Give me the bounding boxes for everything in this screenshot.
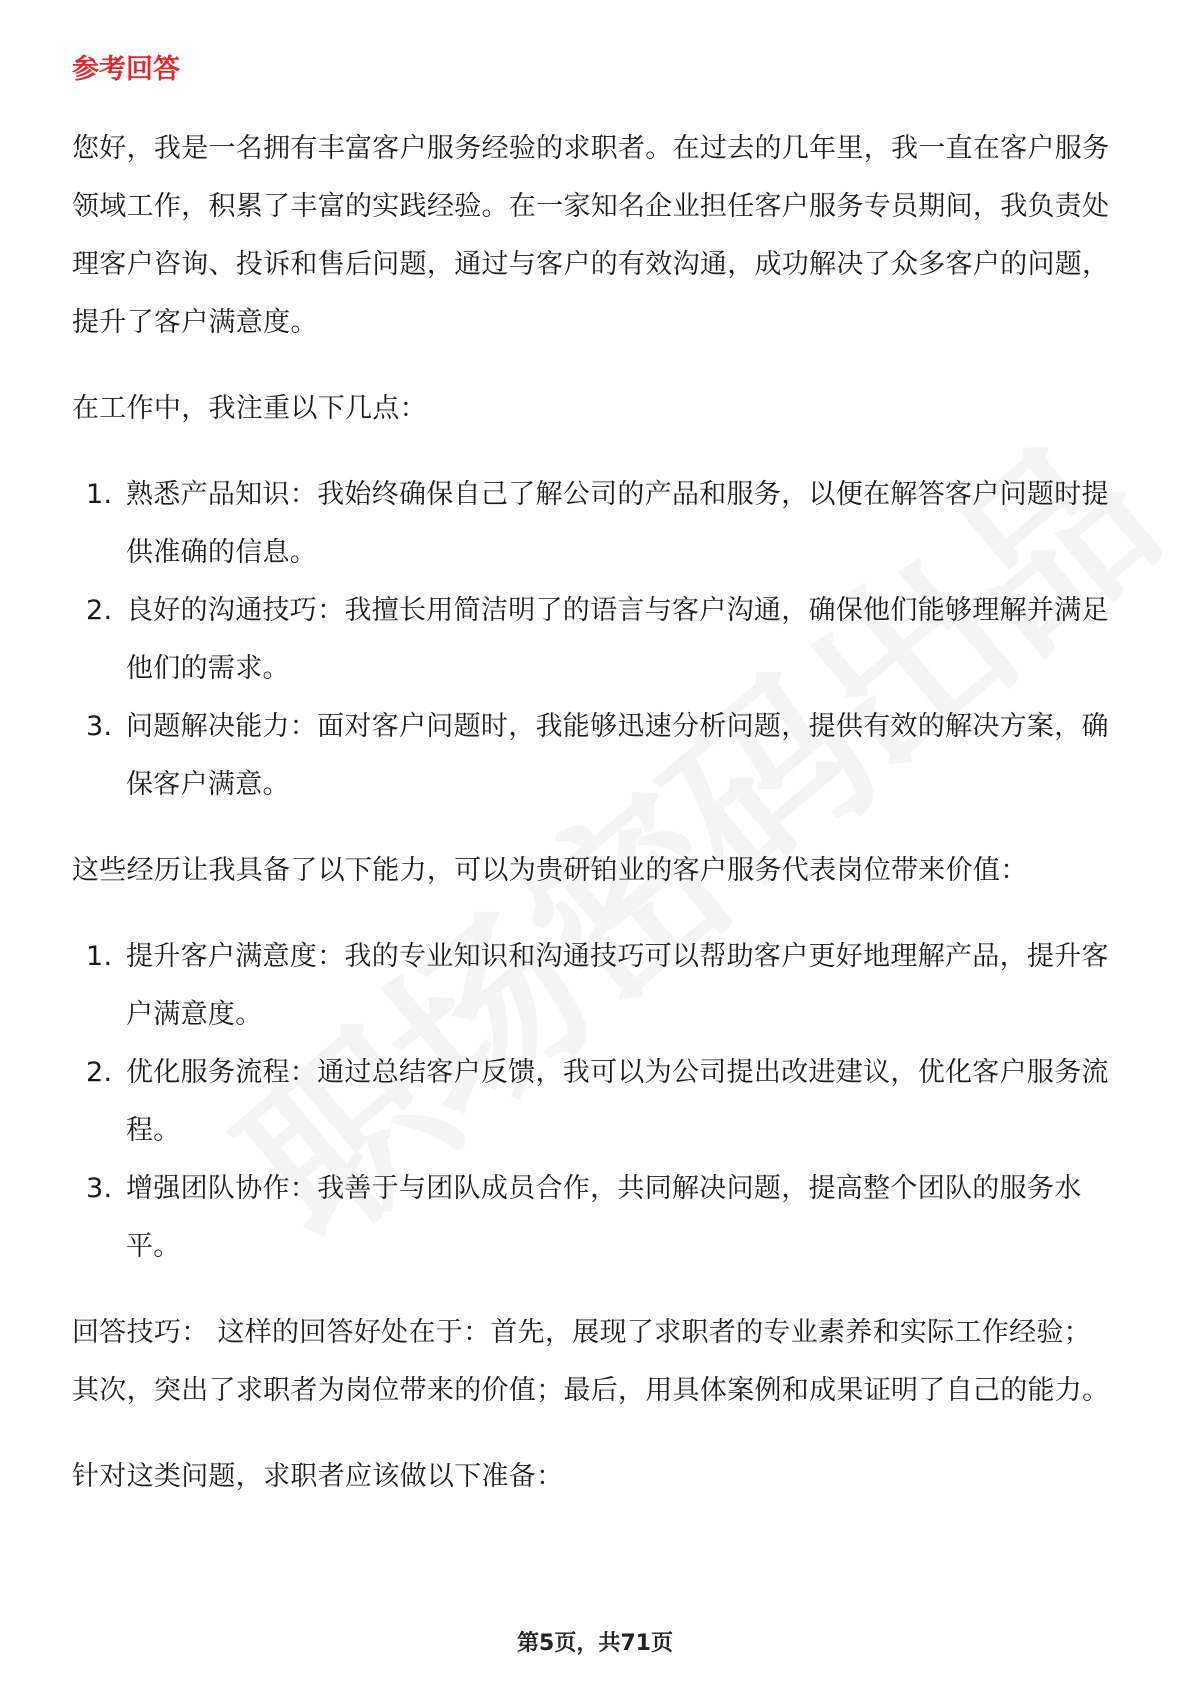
list-number: 3. (86, 1173, 113, 1204)
list-item-text: 提升客户满意度：我的专业知识和沟通技巧可以帮助客户更好地理解产品，提升客户满意度。 (126, 941, 1109, 1030)
list-number: 3. (86, 711, 113, 742)
tips-paragraph: 回答技巧： 这样的回答好处在于：首先，展现了求职者的专业素养和实际工作经验；其次，突出了求职者为岗位带来的价值；最后，用具体案例和成果证明了自己的能力。 (72, 1317, 1110, 1406)
list-item-text: 优化服务流程：通过总结客户反馈，我可以为公司提出改进建议，优化客户服务流程。 (126, 1057, 1109, 1146)
page-number: 第5页，共71页 (517, 1631, 673, 1656)
list-item (72, 466, 1118, 582)
list-item (72, 1160, 1118, 1276)
intro-paragraph: 您好，我是一名拥有丰富客户服务经验的求职者。在过去的几年里，我一直在客户服务领域工作，积累了丰富的实践经验。在一家知名企业担任客户服务专员期间，我负责处理客户咨询、投诉和售后问题，通过与客户的有效沟通，成功解决了众多客户的问题，提升了客户满意度。 (72, 133, 1110, 338)
section-heading: 参考回答 (72, 54, 180, 85)
section1-lead: 在工作中，我注重以下几点： (72, 393, 427, 424)
document-page (72, 48, 1118, 1534)
list-item (72, 928, 1118, 1044)
list-number: 1. (86, 941, 113, 972)
list-item (72, 1044, 1118, 1160)
list-item-text: 熟悉产品知识：我始终确保自己了解公司的产品和服务，以便在解答客户问题时提供准确的信息。 (126, 479, 1109, 568)
section1-list (72, 466, 1118, 814)
closing-paragraph: 针对这类问题，求职者应该做以下准备： (72, 1461, 564, 1492)
section2-lead: 这些经历让我具备了以下能力，可以为贵研铂业的客户服务代表岗位带来价值： (72, 855, 1028, 886)
list-number: 2. (86, 595, 113, 626)
list-item-text: 问题解决能力：面对客户问题时，我能够迅速分析问题，提供有效的解决方案，确保客户满意。 (126, 711, 1109, 800)
list-item (72, 698, 1118, 814)
list-item-text: 良好的沟通技巧：我擅长用简洁明了的语言与客户沟通，确保他们能够理解并满足他们的需求。 (126, 595, 1109, 684)
list-item (72, 582, 1118, 698)
list-number: 2. (86, 1057, 113, 1088)
list-item-text: 增强团队协作：我善于与团队成员合作，共同解决问题，提高整个团队的服务水平。 (126, 1173, 1082, 1262)
list-number: 1. (86, 479, 113, 510)
section2-list (72, 928, 1118, 1276)
